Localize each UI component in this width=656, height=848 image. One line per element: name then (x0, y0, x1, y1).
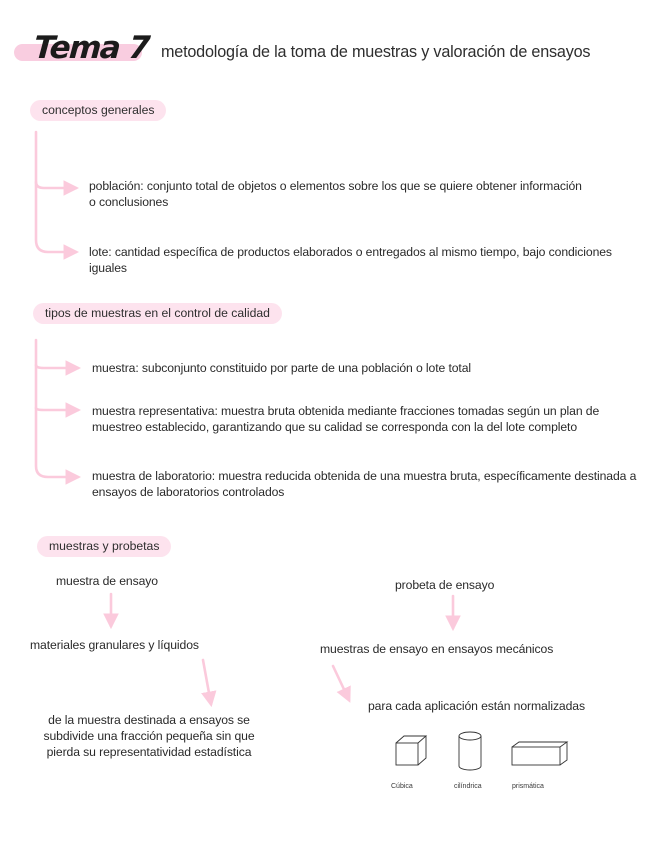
section-heading-types: tipos de muestras en el control de calidad (33, 303, 282, 324)
section-heading-specimens: muestras y probetas (37, 536, 171, 557)
specimen-title: probeta de ensayo (395, 578, 495, 592)
shape-label-cubica: Cúbica (391, 783, 413, 790)
concept-poblacion: población: conjunto total de objetos o elementos sobre los que se quiere obtener información o conclusiones (89, 179, 582, 209)
specimen-step-normalized: para cada aplicación están normalizadas (368, 699, 585, 713)
sample-title: muestra de ensayo (56, 574, 158, 588)
flow-arrow-left-2 (203, 660, 211, 704)
shape-label-prismatica: prismática (512, 783, 544, 790)
type-muestra-laboratorio: muestra de laboratorio: muestra reducida obtenida de una muestra bruta, específicamente destinada a ensayos de laboratorios controlados (92, 469, 637, 499)
type-muestra: muestra: subconjunto constituido por parte de una población o lote total (92, 361, 471, 375)
bracket-arrow-lote (36, 132, 76, 252)
page-subtitle: metodología de la toma de muestras y valoración de ensayos (161, 43, 591, 61)
section-heading-general: conceptos generales (30, 100, 166, 121)
cylinder-icon (456, 730, 484, 772)
shape-label-cilindrica: cilíndrica (454, 783, 482, 790)
cube-icon (394, 734, 428, 768)
bracket-arrow-representativa (36, 408, 78, 410)
bracket-arrow-poblacion (36, 182, 76, 188)
bracket-arrow-muestra (36, 365, 78, 368)
type-muestra-representativa: muestra representativa: muestra bruta obtenida mediante fracciones tomadas según un plan de muestreo establecido, garantizando que su calidad se corresponda con la del lote completo (92, 404, 600, 434)
sample-step-subdivide: de la muestra destinada a ensayos se subdivide una fracción pequeña sin que pierda su representatividad estadística (43, 713, 255, 759)
concept-lote: lote: cantidad específica de productos elaborados o entregados al mismo tiempo, bajo condiciones iguales (89, 245, 612, 275)
page-title: Tema 7 (32, 30, 151, 66)
prism-icon (510, 740, 570, 768)
sample-step-granular: materiales granulares y líquidos (30, 638, 199, 652)
flow-arrow-right-2 (333, 666, 349, 700)
bracket-arrow-laboratorio (36, 340, 78, 477)
specimen-step-mechanical: muestras de ensayo en ensayos mecánicos (320, 642, 554, 656)
